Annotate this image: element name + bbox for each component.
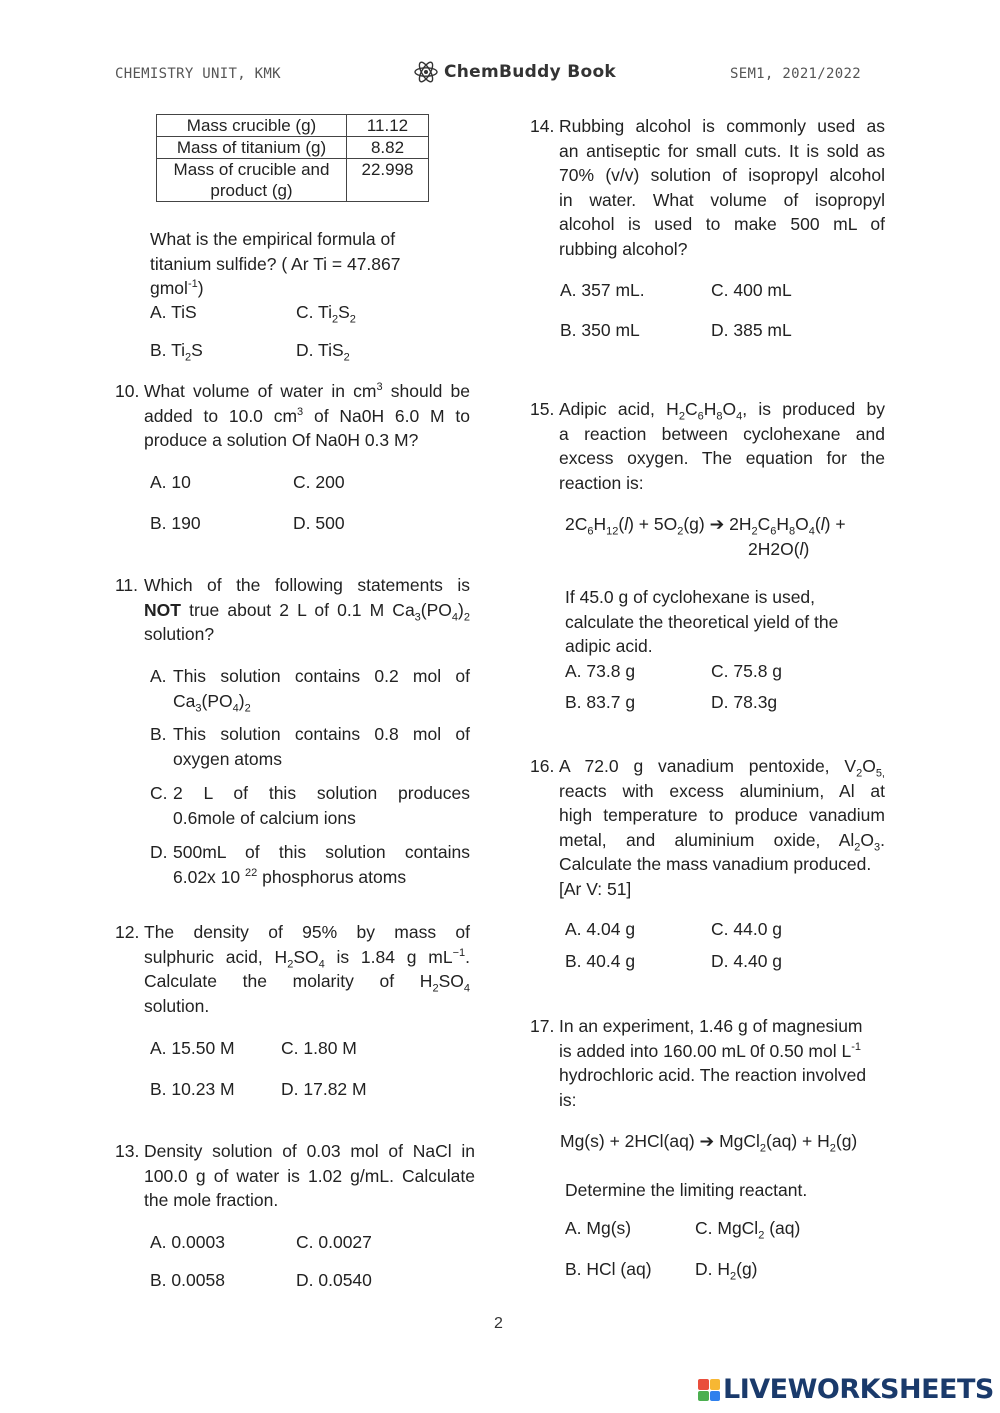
text-span: . (880, 829, 885, 850)
text-line: reaction is: (559, 472, 644, 493)
text-line: This solution contains 0.2 mol of (173, 666, 470, 686)
subscript: 3 (874, 841, 881, 853)
text-line: in water. What volume of isopropyl (559, 189, 885, 210)
table-row (157, 159, 429, 202)
table-cell (157, 159, 347, 202)
text-line: reacts with excess aluminium, Al at (559, 780, 885, 801)
subscript: 2 (678, 410, 685, 423)
option-14a[interactable]: A. 357 mL. (560, 280, 645, 300)
text-span: is added into 160.00 mL 0f 0.50 mol L (559, 1040, 852, 1061)
option-12b[interactable]: B. 10.23 M (150, 1079, 235, 1099)
option-16a[interactable]: A. 4.04 g (565, 919, 636, 939)
liveworksheets-logo-icon (698, 1379, 720, 1401)
subscript: 2 (759, 1142, 767, 1155)
option-label: B. (150, 724, 167, 744)
text-span: O (862, 756, 876, 776)
text-span: H (776, 514, 790, 534)
question-15-prompt (565, 585, 885, 659)
text-line: solution. (144, 995, 210, 1016)
subscript: 2 (730, 1270, 737, 1283)
subscript: 2 (349, 313, 356, 326)
subscript: 2 (287, 958, 294, 970)
text-line: 2 L of this solution produces (173, 783, 470, 803)
text-line (144, 598, 470, 623)
text-span: gmol (150, 278, 188, 298)
question-number: 16. (530, 756, 555, 776)
text-line: hydrochloric acid. The reaction involved (559, 1065, 867, 1085)
text-line (173, 689, 470, 714)
option-10d[interactable]: D. 500 (293, 513, 345, 533)
subscript: 2 (758, 1229, 765, 1242)
superscript: -1 (187, 278, 198, 291)
superscript: -1 (851, 1040, 861, 1053)
text-span: should be (382, 381, 470, 401)
text-span: 2C (565, 514, 588, 534)
text-span: (PO (201, 690, 233, 711)
option-11b[interactable] (150, 722, 470, 771)
italic-text: l (820, 514, 825, 534)
text-line: This solution contains 0.8 mol of (173, 724, 470, 744)
question-number: 15. (530, 399, 555, 419)
question-number: 14. (530, 116, 555, 136)
text-span: MgCl (714, 1131, 760, 1151)
text-span: 2H2O( (748, 539, 800, 559)
superscript: −1 (452, 946, 466, 959)
question-16 (530, 754, 890, 901)
text-span: sulphuric acid, H (144, 946, 288, 967)
superscript: 22 (245, 866, 258, 879)
text-span: 6.02x 10 (173, 866, 245, 887)
option-12d[interactable]: D. 17.82 M (281, 1079, 367, 1099)
text-span: phosphorus atoms (257, 866, 407, 887)
text-line (173, 865, 470, 890)
option-16d[interactable]: D. 4.40 g (711, 951, 783, 971)
option-15d[interactable]: D. 78.3g (711, 692, 778, 712)
question-10 (115, 379, 470, 453)
option-11d[interactable] (150, 840, 470, 889)
question-12 (115, 920, 470, 1018)
question-number: 11. (115, 575, 139, 595)
text-span: Mg(s) + 2HCl(aq) (560, 1131, 700, 1151)
superscript: 3 (297, 405, 304, 418)
subscript: 2 (244, 702, 251, 714)
text-span: ) (803, 539, 810, 559)
arrow-icon: ➔ (699, 1131, 715, 1151)
text-line (559, 1039, 885, 1064)
text-line: alcohol is used to make 500 mL of (559, 214, 885, 234)
subscript: 2 (331, 313, 339, 326)
text-line (559, 754, 890, 779)
header-brand-text: ChemBuddy Book (444, 61, 617, 82)
header-semester: SEM1, 2021/2022 (730, 66, 861, 82)
subscript: 12 (606, 525, 619, 538)
question-15 (530, 397, 885, 495)
text-line: is: (559, 1089, 577, 1110)
text-line: calculate the theoretical yield of the (565, 611, 839, 632)
text-span: (aq) + H (766, 1131, 830, 1151)
text-span: added to 10.0 cm (144, 405, 298, 426)
mass-table (156, 114, 429, 202)
header-brand (413, 59, 616, 85)
table-cell: 8.82 (347, 137, 429, 159)
text-line: solution? (144, 624, 215, 644)
text-line (559, 397, 885, 422)
text-span: 2H (724, 514, 752, 534)
text-span: (aq) (764, 1218, 801, 1238)
text-line: The density of 95% by mass of (144, 922, 470, 942)
text-span: Ca (173, 690, 196, 711)
text-line: high temperature to produce vanadium (559, 805, 885, 825)
option-15c[interactable]: C. 75.8 g (711, 661, 783, 681)
subscript: 2 (343, 351, 350, 364)
text-span: H (703, 399, 717, 419)
table-cell: 11.12 (347, 115, 429, 137)
option-11a[interactable] (150, 664, 470, 713)
text-span: What volume of water in cm (144, 381, 377, 401)
option-16b[interactable]: B. 40.4 g (565, 951, 636, 971)
subscript: 2 (432, 982, 439, 995)
text-line: [Ar V: 51] (559, 878, 632, 899)
text-span: (g) (835, 1131, 858, 1151)
option-13c[interactable]: C. 0.0027 (296, 1232, 372, 1252)
text-span: A 72.0 g vanadium pentoxide, V (559, 756, 857, 776)
subscript: 2 (677, 525, 684, 538)
text-span: O (722, 399, 737, 419)
text-line (144, 404, 470, 429)
text-line: In an experiment, 1.46 g of magnesium (559, 1016, 863, 1036)
table-cell: Mass crucible (g) (157, 115, 347, 137)
page-number: 2 (494, 1315, 503, 1332)
text-line: 70% (v/v) solution of isopropyl alcohol (559, 165, 885, 185)
text-span: metal, and aluminium oxide, Al (559, 829, 855, 850)
subscript: 4 (736, 410, 743, 423)
text-span: D. H (695, 1259, 730, 1279)
question-number: 17. (530, 1016, 555, 1036)
table-row (157, 137, 429, 159)
liveworksheets-brand[interactable] (698, 1374, 994, 1405)
option-12a[interactable]: A. 15.50 M (150, 1038, 235, 1058)
italic-text: l (624, 514, 629, 534)
option-9a[interactable]: A. TiS (150, 302, 197, 322)
text-span: SO (293, 946, 319, 967)
text-span: C. MgCl (695, 1218, 759, 1238)
question-number: 13. (115, 1141, 140, 1161)
option-10a[interactable]: A. 10 (150, 472, 191, 492)
equation-15 (565, 512, 846, 537)
text-span: ( (618, 514, 625, 534)
option-13d[interactable]: D. 0.0540 (296, 1270, 372, 1290)
text-line: produce a solution Of Na0H 0.3 M? (144, 430, 419, 450)
option-14c[interactable]: C. 400 mL (711, 280, 792, 300)
subscript: 2 (751, 525, 758, 538)
option-label: C. (150, 783, 168, 803)
question-14 (530, 114, 885, 261)
option-9c[interactable] (296, 300, 356, 325)
table-row (157, 115, 429, 137)
text-line (144, 379, 470, 404)
text-span: O (860, 829, 874, 850)
text-span: , is produced by (742, 399, 885, 419)
text-span: (g) (683, 514, 710, 534)
text-span: is 1.84 g mL (324, 946, 453, 967)
logo-square (710, 1391, 721, 1402)
text-span: S (191, 340, 203, 360)
logo-square (698, 1391, 709, 1402)
subscript: 4 (451, 611, 459, 623)
option-label: A. (150, 666, 167, 686)
text-span: SO (438, 971, 464, 991)
text-line: a reaction between cyclohexane and (559, 423, 885, 444)
atom-icon (413, 59, 439, 85)
text-line: 500mL of this solution contains (173, 842, 470, 862)
brand-text: LIVEWORKSHEETS (723, 1374, 994, 1405)
superscript: 3 (376, 381, 383, 394)
text-line: Density solution of 0.03 mol of NaCl in (144, 1141, 475, 1161)
subscript: 8 (789, 525, 796, 538)
text-line: the mole fraction. (144, 1190, 279, 1210)
text-span: C (684, 399, 698, 419)
option-17d[interactable] (695, 1257, 758, 1282)
text-line: Rubbing alcohol is commonly used as (559, 116, 885, 136)
question-text (559, 754, 890, 901)
option-10b[interactable]: B. 190 (150, 513, 201, 533)
italic-text: l (799, 539, 804, 559)
option-15b[interactable]: B. 83.7 g (565, 692, 636, 712)
table-cell: 22.998 (347, 159, 429, 202)
text-line: If 45.0 g of cyclohexane is used, (565, 587, 816, 607)
text-span: C (757, 514, 771, 534)
text-line (150, 276, 450, 301)
text-line: 0.6mole of calcium ions (173, 807, 356, 828)
logo-square (698, 1379, 709, 1390)
subscript: 2 (185, 351, 192, 364)
text-span: ) (197, 278, 204, 298)
text-span: S (338, 302, 350, 322)
question-text (144, 1139, 475, 1213)
text-line: adipic acid. (565, 636, 653, 656)
text-line: oxygen atoms (173, 748, 282, 769)
equation-17 (560, 1129, 857, 1154)
subscript: 2 (829, 1142, 836, 1155)
text-span: D. TiS (296, 340, 344, 360)
option-16c[interactable]: C. 44.0 g (711, 919, 783, 939)
logo-square (710, 1379, 721, 1390)
option-13a[interactable]: A. 0.0003 (150, 1232, 225, 1252)
question-text (144, 920, 470, 1018)
subscript: 5, (875, 767, 885, 780)
text-span: ) (458, 599, 464, 620)
question-text (559, 114, 885, 261)
option-15a[interactable]: A. 73.8 g (565, 661, 636, 681)
text-line: excess oxygen. The equation for the (559, 448, 885, 468)
subscript: 6 (697, 410, 704, 423)
text-span: ) (238, 690, 245, 711)
option-17c[interactable] (695, 1216, 800, 1241)
option-17a[interactable]: A. Mg(s) (565, 1218, 632, 1238)
subscript: 2 (854, 841, 861, 853)
text-span: (g) (736, 1259, 758, 1279)
text-line: rubbing alcohol? (559, 238, 688, 259)
question-text (559, 397, 885, 495)
text-span: Calculate the molarity of H (144, 971, 433, 991)
subscript: 4 (318, 958, 325, 970)
text-line: titanium sulfide? ( Ar Ti = 47.867 (150, 253, 401, 274)
equation-15-cont (748, 537, 809, 562)
option-9d[interactable] (296, 338, 350, 363)
question-11 (115, 573, 470, 647)
subscript: 2 (463, 611, 470, 623)
subscript: 6 (587, 525, 594, 538)
text-line (559, 828, 890, 853)
question-number: 12. (115, 922, 140, 942)
question-17 (530, 1014, 885, 1112)
text-line (144, 945, 470, 970)
question-9-text (150, 227, 450, 301)
subscript: 6 (770, 525, 777, 538)
question-text (559, 1014, 885, 1112)
text-line: 100.0 g of water is 1.02 g/mL. Calculate (144, 1165, 475, 1186)
subscript: 3 (414, 611, 421, 623)
subscript: 2 (856, 767, 863, 780)
option-17b[interactable]: B. HCl (aq) (565, 1259, 652, 1279)
question-text (144, 573, 470, 647)
text-span: (PO (420, 599, 452, 620)
text-span: H (593, 514, 607, 534)
text-line: an antiseptic for small cuts. It is sold as (559, 140, 885, 161)
table-cell: Mass of titanium (g) (157, 137, 347, 159)
cell-line: product (g) (210, 181, 293, 200)
text-span: Adipic acid, H (559, 399, 679, 419)
text-line: Which of the following statements is (144, 575, 470, 595)
cell-line: Mass of crucible and (173, 160, 330, 179)
text-span: ) + (824, 514, 846, 534)
text-line (144, 969, 470, 994)
subscript: 3 (195, 702, 202, 714)
option-14d[interactable]: D. 385 mL (711, 320, 792, 340)
text-span: B. Ti (150, 340, 186, 360)
option-13b[interactable]: B. 0.0058 (150, 1270, 225, 1290)
question-17-prompt: Determine the limiting reactant. (565, 1180, 808, 1200)
subscript: 4 (232, 702, 239, 714)
arrow-icon: ➔ (709, 514, 725, 534)
header-course: CHEMISTRY UNIT, KMK (115, 66, 281, 82)
option-label: D. (150, 842, 168, 862)
text-line: Calculate the mass vanadium produced. (559, 854, 872, 874)
question-13 (115, 1139, 475, 1213)
subscript: 4 (808, 525, 815, 538)
text-span: true about 2 L of 0.1 M Ca (180, 599, 415, 620)
subscript: 8 (716, 410, 723, 423)
option-14b[interactable]: B. 350 mL (560, 320, 640, 340)
bold-text: NOT (144, 599, 181, 620)
question-text (144, 379, 470, 453)
option-12c[interactable]: C. 1.80 M (281, 1038, 357, 1058)
option-10c[interactable]: C. 200 (293, 472, 345, 492)
text-span: of Na0H 6.0 M to (303, 405, 470, 426)
option-9b[interactable] (150, 338, 203, 363)
text-span: . (465, 946, 470, 967)
text-span: ( (814, 514, 821, 534)
option-11c[interactable] (150, 781, 470, 830)
subscript: 4 (463, 982, 470, 995)
text-span: C. Ti (296, 302, 332, 322)
text-span: ) + 5O (628, 514, 678, 534)
text-span: O (795, 514, 809, 534)
question-number: 10. (115, 381, 140, 401)
text-line: What is the empirical formula of (150, 229, 396, 249)
